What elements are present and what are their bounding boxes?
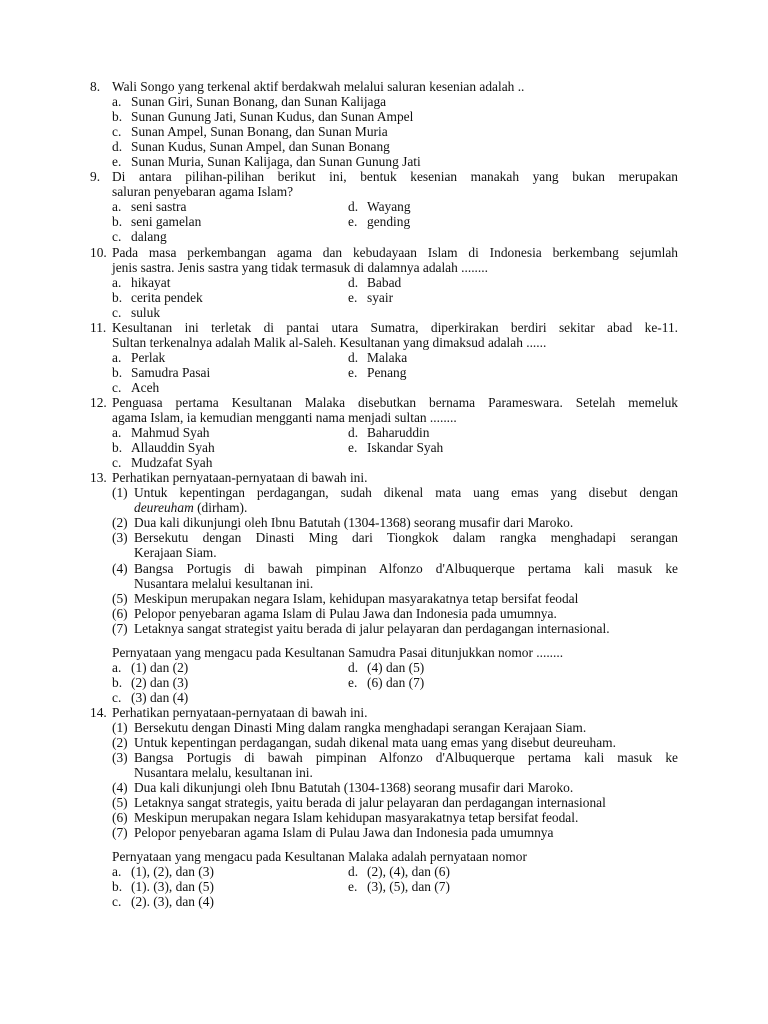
option-row: c. Mudzafat Syah [112,455,213,471]
option-row: b. Samudra Pasai e. Penang [112,364,407,380]
option-row: b. (1). (3), dan (5) e. (3), (5), dan (7) [112,879,450,895]
option-row: a. (1), (2), dan (3) d. (2), (4), dan (6) [112,864,450,880]
statement-text: Dua kali dikunjungi oleh Ibnu Batutah (1304-1368) seorang musafir dari Maroko. [134,515,574,531]
option-row: b. (2) dan (3) e. (6) dan (7) [112,674,425,690]
option-row: a. Sunan Giri, Sunan Bonang, dan Sunan Kalijaga [112,94,387,110]
statement-6: (6) Meskipun merupakan negara Islam kehidupan masyarakatnya tetap bersifat feodal. [90,810,678,825]
option-row: e. Sunan Muria, Sunan Kalijaga, dan Sunan Gunung Jati [112,154,421,170]
question-number: 10. [90,244,107,260]
question-text: agama Islam, ia kemudian mengganti nama menjadi sultan ........ [112,410,457,426]
option-row: b. Sunan Gunung Jati, Sunan Kudus, dan Sunan Ampel [112,109,414,125]
question-10 [90,245,678,260]
question-number: 11. [90,319,107,335]
option-row: a. Perlak d. Malaka [112,349,408,365]
statement-3: (3) Bersekutu dengan Dinasti Ming dari Tiongkok dalam rangka menghadapi serangan [112,530,678,546]
statement-text: Pelopor penyebaran agama Islam di Pulau Jawa dan Indonesia pada umumnya [134,825,554,841]
question-12 [90,395,678,410]
option-row: b. Allauddin Syah e. Iskandar Syah [112,440,444,456]
exam-page [90,79,678,910]
statement-5: (5) Letaknya sangat strategis, yaitu berada di jalur pelayaran dan perdagangan internasional [90,795,678,810]
statement-6: (6) Pelopor penyebaran agama Islam di Pulau Jawa dan Indonesia pada umumnya. [90,606,678,621]
question-text: Sultan terkenalnya adalah Malik al-Saleh. Kesultanan yang dimaksud adalah ...... [112,334,547,350]
statement-1: (1) Untuk kepentingan perdagangan, sudah dikenal mata uang emas yang disebut dengan [112,485,678,501]
question-text-line [90,260,678,275]
question-13 [90,470,678,485]
option-row: c. Aceh [112,379,160,395]
question-number: 12. [90,394,107,410]
statement-4: (4) Bangsa Portugis di bawah pimpinan Alfonzo d'Albuquerque pertama kali masuk ke [112,560,678,576]
statement-text: Meskipun merupakan negara Islam kehidupan masyarakatnya tetap bersifat feodal. [134,810,579,826]
question-text-line [90,184,678,199]
statement-text: Untuk kepentingan perdagangan, sudah dikenal mata uang emas yang disebut deureuham. [134,735,616,751]
option-row: a. Mahmud Syah d. Baharuddin [112,425,430,441]
question-text: Perhatikan pernyataan-pernyataan di bawah ini. [112,704,368,720]
statement-1: (1) Bersekutu dengan Dinasti Ming dalam rangka menghadapi serangan Kerajaan Siam. [90,720,678,735]
option-row: d. Sunan Kudus, Sunan Ampel, dan Sunan Bonang [112,139,390,155]
option-row: a. hikayat d. Babad [112,274,402,290]
statement-text: Letaknya sangat strategist yaitu berada di jalur pelayaran dan perdagangan internasional. [134,620,610,636]
statement-5: (5) Meskipun merupakan negara Islam, kehidupan masyarakatnya tetap bersifat feodal [90,591,678,606]
prompt-text: Pernyataan yang mengacu pada Kesultanan Samudra Pasai ditunjukkan nomor ........ [112,644,564,660]
question-text: Kesultanan ini terletak di pantai utara Sumatra, diperkirakan berdiri sekitar abad ke-11. [112,319,678,335]
statement-3-cont [90,545,678,560]
statement-2: (2) Dua kali dikunjungi oleh Ibnu Batutah (1304-1368) seorang musafir dari Maroko. [90,515,678,530]
statement-1-cont [90,500,678,515]
prompt-text: Pernyataan yang mengacu pada Kesultanan Malaka adalah pernyataan nomor [112,849,527,865]
question-text: Wali Songo yang terkenal aktif berdakwah melalui saluran kesenian adalah .. [112,79,525,94]
statement-text: Nusantara melalu, kesultanan ini. [134,765,313,781]
question-number: 9. [90,169,101,185]
question-8 [90,79,678,94]
statement-3-cont [90,765,678,780]
question-text-line [90,410,678,425]
statement-text: Bangsa Portugis di bawah pimpinan Alfonzo d'Albuquerque pertama kali masuk ke [134,560,678,576]
statement-7: (7) Pelopor penyebaran agama Islam di Pulau Jawa dan Indonesia pada umumnya [90,825,678,840]
question-text: Pada masa perkembangan agama dan kebudayaan Islam di Indonesia berkembang sejumlah [112,244,678,260]
question-text: Di antara pilihan-pilihan berikut ini, bentuk kesenian manakah yang bukan merupakan [112,169,678,185]
option-row: c. (2). (3), dan (4) [112,894,214,910]
statement-text: Letaknya sangat strategis, yaitu berada di jalur pelayaran dan perdagangan internasional [134,795,606,811]
option-row: c. Sunan Ampel, Sunan Bonang, dan Sunan Muria [112,124,388,140]
question-number: 8. [90,79,101,94]
statement-7: (7) Letaknya sangat strategist yaitu berada di jalur pelayaran dan perdagangan internasional. [90,621,678,636]
question-11 [90,320,678,335]
question-text: saluran penyebaran agama Islam? [112,184,294,200]
statement-text: deureuham (dirham). [134,500,248,516]
statement-2: (2) Untuk kepentingan perdagangan, sudah dikenal mata uang emas yang disebut deureuham. [90,735,678,750]
statement-text: Bersekutu dengan Dinasti Ming dalam rangka menghadapi serangan Kerajaan Siam. [134,719,587,735]
statement-text: Pelopor penyebaran agama Islam di Pulau Jawa dan Indonesia pada umumnya. [134,605,557,621]
question-prompt [90,849,678,864]
option-row: c. (3) dan (4) [112,689,189,705]
question-9 [90,169,678,184]
statement-text: Meskipun merupakan negara Islam, kehidupan masyarakatnya tetap bersifat feodal [134,590,579,606]
statement-3: (3) Bangsa Portugis di bawah pimpinan Alfonzo d'Albuquerque pertama kali masuk ke [112,750,678,766]
statement-text: Dua kali dikunjungi oleh Ibnu Batutah (1304-1368) seorang musafir dari Maroko. [134,780,574,796]
statement-4-cont [90,576,678,591]
question-number: 14. [90,704,107,720]
statement-text: Bangsa Portugis di bawah pimpinan Alfonzo d'Albuquerque pertama kali masuk ke [134,750,678,766]
question-text-line [90,335,678,350]
statement-text: Nusantara melalui kesultanan ini. [134,575,314,591]
option-row: c. suluk [112,304,161,320]
question-text: Perhatikan pernyataan-pernyataan di bawah ini. [112,470,368,486]
statement-text: Untuk kepentingan perdagangan, sudah dikenal mata uang emas yang disebut dengan [134,485,678,501]
statement-4: (4) Dua kali dikunjungi oleh Ibnu Batutah (1304-1368) seorang musafir dari Maroko. [90,780,678,795]
question-text: Penguasa pertama Kesultanan Malaka disebutkan bernama Parameswara. Setelah memeluk [112,394,678,410]
option-row: c. dalang [112,229,167,245]
question-prompt [90,645,678,660]
option-row: b. cerita pendek e. syair [112,289,394,305]
option-row: a. seni sastra d. Wayang [112,199,411,215]
statement-text: Kerajaan Siam. [134,545,217,561]
statement-text: Bersekutu dengan Dinasti Ming dari Tiongkok dalam rangka menghadapi serangan [134,530,678,546]
option-row: a. (1) dan (2) d. (4) dan (5) [112,659,425,675]
question-text: jenis sastra. Jenis sastra yang tidak termasuk di dalamnya adalah ........ [112,259,488,275]
question-number: 13. [90,470,107,486]
question-14 [90,705,678,720]
option-row: b. seni gamelan e. gending [112,214,411,230]
